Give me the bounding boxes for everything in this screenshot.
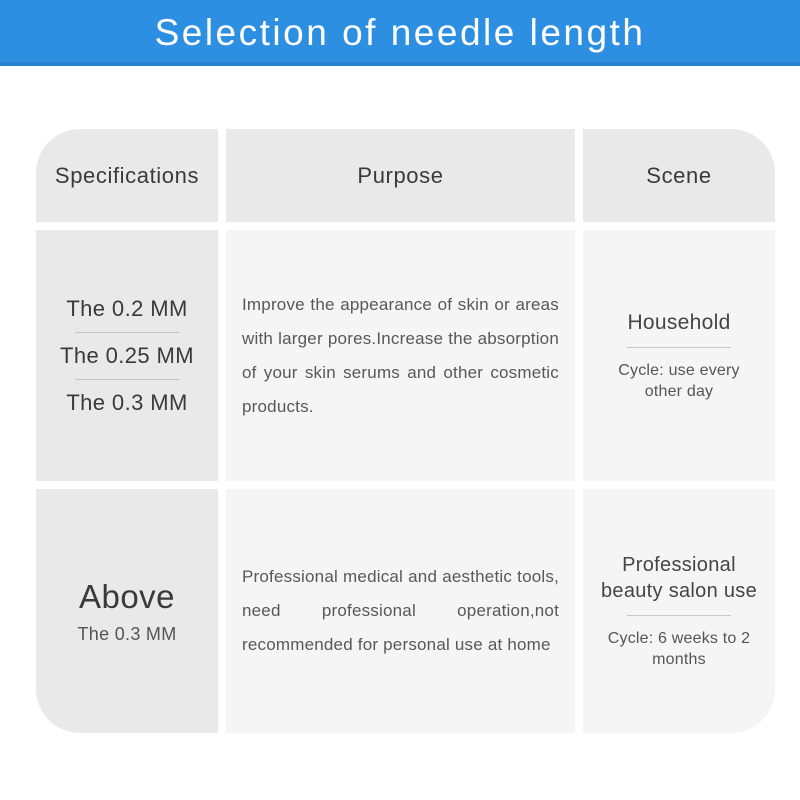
header-cell-scene: [583, 129, 775, 222]
divider: [627, 347, 731, 348]
header-cell-purpose: [226, 129, 575, 222]
header-label-specifications: Specifications: [54, 162, 200, 188]
row1-specifications-cell: [36, 230, 218, 481]
spec-above-label: Above: [78, 577, 176, 615]
row1-scene-title: Household: [627, 310, 731, 334]
divider: [75, 332, 179, 333]
row2-purpose-text: Professional medical and aesthetic tools, need professional operation,not recommended for personal use at home: [242, 567, 559, 654]
spec-size-0.3mm: The 0.3 MM: [66, 389, 188, 415]
divider: [627, 615, 731, 616]
row2-scene-cell: [583, 489, 775, 733]
row1-purpose-text: Improve the appearance of skin or areas with larger pores.Increase the absorption of your skin serums and other cosmetic products.: [242, 294, 559, 416]
spec-above-size: The 0.3 MM: [77, 623, 177, 644]
row2-purpose-cell: [226, 489, 575, 733]
row1-scene-cycle: Cycle: use every other day: [618, 361, 740, 400]
row1-scene-cell: [583, 230, 775, 481]
spec-size-0.25mm: The 0.25 MM: [59, 342, 194, 368]
banner: [0, 0, 800, 66]
row2-scene-title: Professional beauty salon use: [600, 554, 758, 602]
header-cell-specifications: [36, 129, 218, 222]
needle-length-table: [36, 129, 775, 733]
row1-purpose-cell: [226, 230, 575, 481]
page-title: Selection of needle length: [154, 12, 646, 53]
row2-scene-cycle: Cycle: 6 weeks to 2 months: [607, 630, 751, 668]
divider: [75, 379, 179, 380]
spec-size-0.2mm: The 0.2 MM: [66, 295, 188, 321]
header-label-scene: Scene: [646, 162, 712, 188]
row2-specifications-cell: [36, 489, 218, 733]
header-label-purpose: Purpose: [357, 162, 444, 188]
